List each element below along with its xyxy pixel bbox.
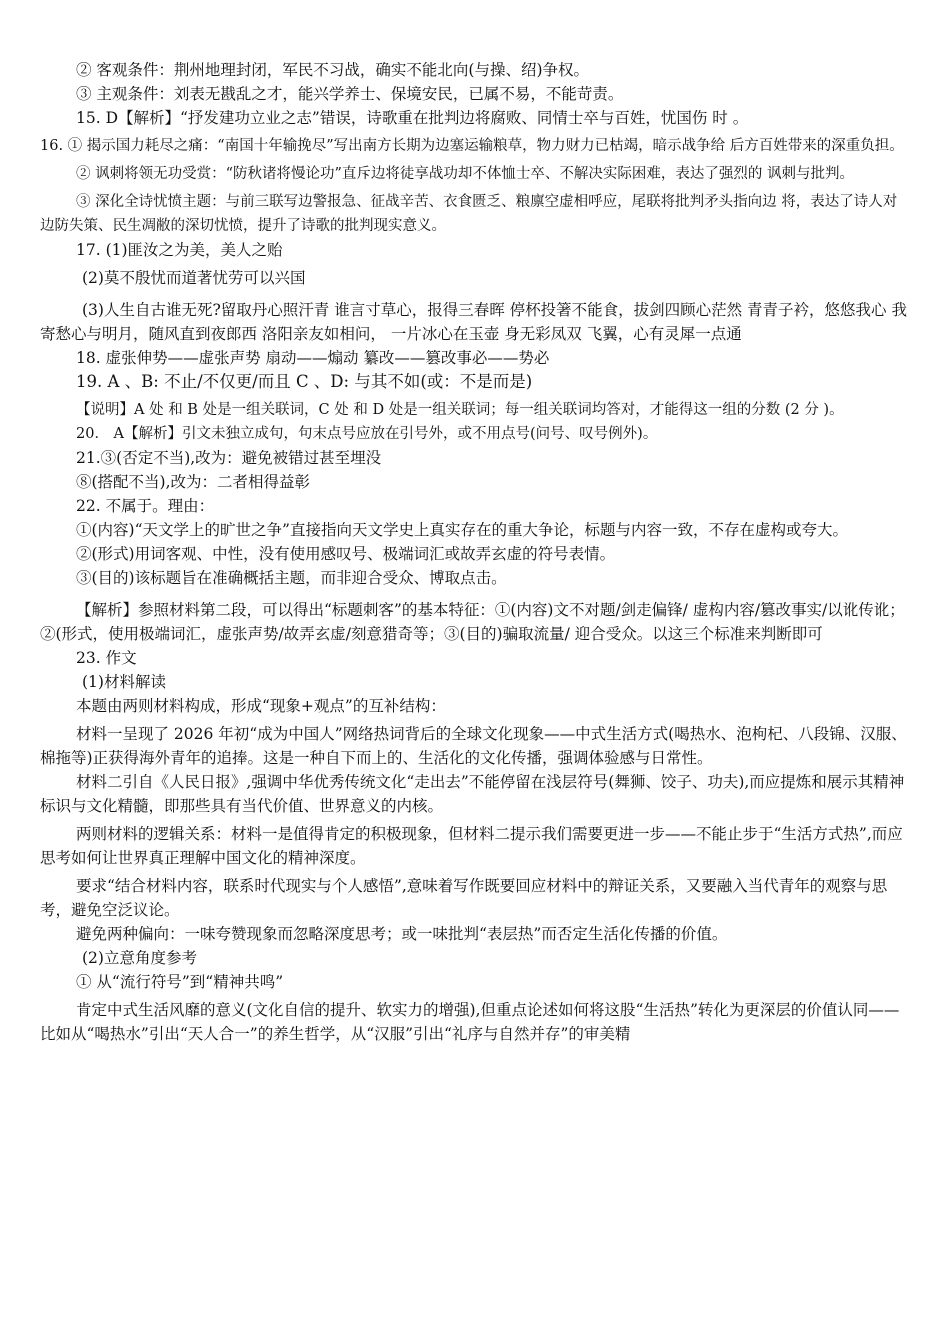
text-line: ② 客观条件：荆州地理封闭，军民不习战，确实不能北向(与操、绍)争权。 xyxy=(76,61,590,79)
text-line: ③(目的)该标题旨在准确概括主题，而非迎合受众、博取点击。 xyxy=(76,569,507,587)
text-line: ③ 主观条件：刘表无戡乱之才，能兴学养士、保境安民，已属不易，不能苛责。 xyxy=(76,85,624,103)
text-line: 材料二引自《人民日报》,强调中华优秀传统文化“走出去”不能停留在浅层符号(舞狮、饺子、功夫),而应提炼和展示其精神标识与文化精髓，即那些具有当代价值、世界意义的内核。 xyxy=(40,773,905,815)
text-line: 19. A 、B: 不止/不仅更/而且 C 、D: 与其不如(或：不是而是) xyxy=(76,372,533,391)
text-line: 【解析】参照材料第二段，可以得出“标题刺客”的基本特征：①(内容)文不对题/剑走偏锋/ 虚构内容/篡改事实/以讹传讹；②(形式，使用极端词汇，虚张声势/故弄玄虚/刻意猎奇等；③(目的)骗取流量/ 迎合受众。以这三个标准来判断即可 xyxy=(40,601,905,643)
text-line: ③ 深化全诗忧愤主题：与前三联写边警报急、征战辛苦、衣食匮乏、粮廪空虚相呼应，尾联将批判矛头指向边 将，表达了诗人对边防失策、民生凋敝的深切忧愤，提升了诗歌的批判现实意义。 xyxy=(40,194,898,234)
text-line: (1)材料解读 xyxy=(82,673,166,691)
text-line: 本题由两则材料构成，形成“现象+观点”的互补结构： xyxy=(76,697,446,715)
text-line: (2)莫不殷忧而道著忧劳可以兴国 xyxy=(82,269,306,287)
text-line: 肯定中式生活风靡的意义(文化自信的提升、软实力的增强),但重点论述如何将这股“生活热”转化为更深层的价值认同——比如从“喝热水”引出“天人合一”的养生哲学，从“汉服”引出“礼序与自然并存”的审美精 xyxy=(40,1001,900,1043)
text-line: (2)立意角度参考 xyxy=(82,949,197,967)
text-line: 18. 虚张伸势——虚张声势 扇动——煽动 纂改——篡改事必——势必 xyxy=(76,349,550,367)
text-line: ②(形式)用词客观、中性，没有使用感叹号、极端词汇或故弄玄虚的符号表情。 xyxy=(76,545,616,563)
text-line: (3)人生自古谁无死?留取丹心照汗青 谁言寸草心，报得三春晖 停杯投箸不能食，拔剑四顾心茫然 青青子衿，悠悠我心 我寄愁心与明月，随风直到夜郎西 洛阳亲友如相问， 一片冰心在玉壶 身无彩凤双 飞翼，心有灵犀一点通 xyxy=(40,301,907,343)
text-line: ⑧(搭配不当),改为：二者相得益彰 xyxy=(76,473,311,491)
text-line: 材料一呈现了 2026 年初“成为中国人”网络热词背后的全球文化现象——中式生活方式(喝热水、泡枸杞、八段锦、汉服、棉拖等)正获得海外青年的追捧。这是一种自下而上的、生活化的文化传播，强调体验感与日常性。 xyxy=(40,725,907,767)
text-line: 【说明】A 处 和 B 处是一组关联词，C 处 和 D 处是一组关联词；每一组关联词均答对，才能得这一组的分数 (2 分 )。 xyxy=(76,402,844,418)
text-line: 23. 作文 xyxy=(76,649,137,667)
text-line: 16. ① 揭示国力耗尽之痛：“南国十年输挽尽”写出南方长期为边塞运输粮草，物力财力已枯竭，暗示战争给 后方百姓带来的深重负担。 xyxy=(40,138,904,154)
text-line: 15. D【解析】“抒发建功立业之志”错误，诗歌重在批判边将腐败、同情士卒与百姓，忧国伤 时 。 xyxy=(76,109,749,127)
text-line: ① 从“流行符号”到“精神共鸣” xyxy=(76,973,284,991)
text-line: 22. 不属于。理由： xyxy=(76,497,215,515)
text-line: 两则材料的逻辑关系：材料一是值得肯定的积极现象，但材料二提示我们需要更进一步——不能止步于“生活方式热”,而应思考如何让世界真正理解中国文化的精神深度。 xyxy=(40,825,903,867)
text-line: 21.③(否定不当),改为：避免被错过甚至埋没 xyxy=(76,449,382,467)
text-line: ② 讽刺将领无功受赏：“防秋诸将慢论功”直斥边将徒享战功却不体恤士卒、不解决实际困难，表达了强烈的 讽刺与批判。 xyxy=(76,166,855,182)
text-line: 17. (1)匪汝之为美，美人之贻 xyxy=(76,241,283,259)
text-line: 20． A【解析】引文未独立成句，句末点号应放在引号外，或不用点号(问号、叹号例外)。 xyxy=(76,426,658,442)
text-line: 避免两种偏向：一味夸赞现象而忽略深度思考；或一味批判“表层热”而否定生活化传播的价值。 xyxy=(76,925,728,943)
text-line: ①(内容)“天文学上的旷世之争”直接指向天文学史上真实存在的重大争论，标题与内容一致，不存在虚构或夸大。 xyxy=(76,521,848,539)
text-line: 要求“结合材料内容，联系时代现实与个人感悟”,意味着写作既要回应材料中的辩证关系，又要融入当代青年的观察与思考，避免空泛议论。 xyxy=(40,877,888,919)
